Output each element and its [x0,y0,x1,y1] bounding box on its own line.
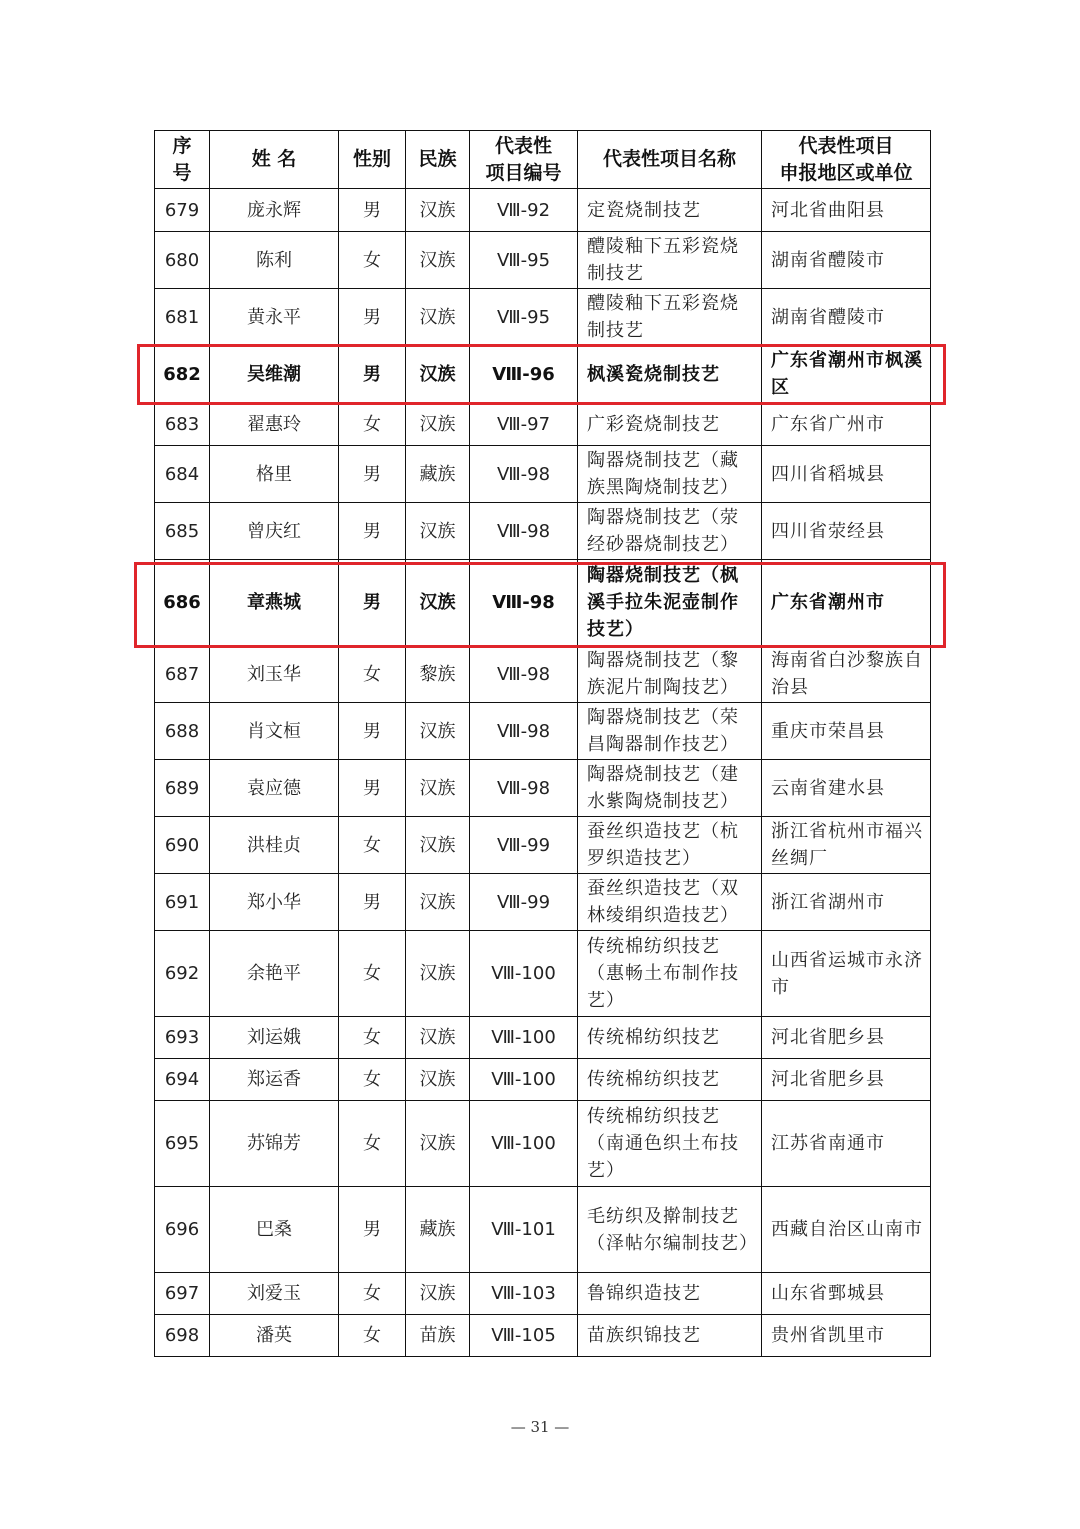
cell-project: 毛纺织及擀制技艺（泽帖尔编制技艺） [578,1187,762,1273]
cell-project: 陶器烧制技艺（藏族黑陶烧制技艺） [578,446,762,503]
cell-name: 庞永辉 [210,189,339,232]
cell-area: 海南省白沙黎族自治县 [762,646,931,703]
cell-gender: 男 [339,189,406,232]
header-name: 姓 名 [210,131,339,189]
cell-ethnicity: 汉族 [406,560,470,646]
cell-ethnicity: 汉族 [406,1273,470,1315]
cell-name: 洪桂贞 [210,817,339,874]
cell-project: 陶器烧制技艺（荣昌陶器制作技艺） [578,703,762,760]
cell-seq: 679 [155,189,210,232]
cell-code: Ⅷ-105 [470,1315,578,1357]
table-row [155,189,931,232]
cell-name: 潘英 [210,1315,339,1357]
cell-ethnicity: 汉族 [406,931,470,1017]
cell-seq: 692 [155,931,210,1017]
cell-seq: 686 [155,560,210,646]
cell-project: 苗族织锦技艺 [578,1315,762,1357]
cell-seq: 697 [155,1273,210,1315]
cell-name: 苏锦芳 [210,1101,339,1187]
table-row [155,232,931,289]
header-gender: 性别 [339,131,406,189]
cell-area: 山西省运城市永济市 [762,931,931,1017]
table-row [155,1017,931,1059]
cell-project: 传统棉纺织技艺 [578,1017,762,1059]
cell-code: Ⅷ-100 [470,1101,578,1187]
cell-project: 蚕丝织造技艺（双林绫绢织造技艺） [578,874,762,931]
cell-seq: 681 [155,289,210,346]
table-row [155,1315,931,1357]
cell-code: Ⅷ-103 [470,1273,578,1315]
cell-code: Ⅷ-99 [470,874,578,931]
cell-code: Ⅷ-100 [470,1017,578,1059]
cell-project: 传统棉纺织技艺（惠畅土布制作技艺） [578,931,762,1017]
cell-project: 广彩瓷烧制技艺 [578,403,762,446]
cell-gender: 男 [339,446,406,503]
cell-area: 山东省鄄城县 [762,1273,931,1315]
cell-seq: 694 [155,1059,210,1101]
cell-project: 陶器烧制技艺（荥经砂器烧制技艺） [578,503,762,560]
cell-gender: 女 [339,403,406,446]
cell-ethnicity: 汉族 [406,289,470,346]
table-row [155,1101,931,1187]
cell-code: Ⅷ-98 [470,446,578,503]
cell-code: Ⅷ-99 [470,817,578,874]
cell-project: 陶器烧制技艺（黎族泥片制陶技艺） [578,646,762,703]
cell-gender: 男 [339,289,406,346]
cell-code: Ⅷ-100 [470,1059,578,1101]
cell-code: Ⅷ-100 [470,931,578,1017]
cell-code: Ⅷ-97 [470,403,578,446]
cell-code: Ⅷ-92 [470,189,578,232]
cell-name: 刘玉华 [210,646,339,703]
cell-gender: 女 [339,232,406,289]
cell-code: Ⅷ-95 [470,232,578,289]
cell-area: 河北省肥乡县 [762,1017,931,1059]
cell-gender: 女 [339,1101,406,1187]
cell-name: 吴维潮 [210,346,339,403]
cell-area: 广东省广州市 [762,403,931,446]
cell-area: 广东省潮州市枫溪区 [762,346,931,403]
cell-seq: 687 [155,646,210,703]
cell-project: 醴陵釉下五彩瓷烧制技艺 [578,232,762,289]
cell-name: 肖文桓 [210,703,339,760]
cell-seq: 693 [155,1017,210,1059]
cell-name: 章燕城 [210,560,339,646]
header-seq: 序 号 [155,131,210,189]
inheritor-table [154,130,931,1357]
cell-project: 定瓷烧制技艺 [578,189,762,232]
table-header-row [155,131,931,189]
cell-gender: 女 [339,1059,406,1101]
table-row [155,646,931,703]
cell-gender: 女 [339,1315,406,1357]
cell-ethnicity: 汉族 [406,1017,470,1059]
cell-ethnicity: 汉族 [406,1059,470,1101]
cell-gender: 男 [339,346,406,403]
cell-gender: 女 [339,931,406,1017]
cell-seq: 688 [155,703,210,760]
cell-ethnicity: 汉族 [406,874,470,931]
cell-ethnicity: 苗族 [406,1315,470,1357]
cell-seq: 695 [155,1101,210,1187]
cell-gender: 女 [339,1273,406,1315]
cell-area: 西藏自治区山南市 [762,1187,931,1273]
page-number: — 31 — [510,1418,570,1436]
cell-seq: 696 [155,1187,210,1273]
cell-seq: 698 [155,1315,210,1357]
header-ethnicity: 民族 [406,131,470,189]
cell-ethnicity: 汉族 [406,1101,470,1187]
cell-area: 江苏省南通市 [762,1101,931,1187]
table-row [155,874,931,931]
cell-ethnicity: 汉族 [406,703,470,760]
cell-seq: 683 [155,403,210,446]
cell-gender: 男 [339,1187,406,1273]
cell-ethnicity: 汉族 [406,189,470,232]
cell-ethnicity: 汉族 [406,817,470,874]
cell-ethnicity: 汉族 [406,760,470,817]
table-row [155,446,931,503]
table-row [155,289,931,346]
cell-area: 浙江省湖州市 [762,874,931,931]
cell-code: Ⅷ-98 [470,560,578,646]
table-row [155,760,931,817]
cell-name: 格里 [210,446,339,503]
cell-seq: 684 [155,446,210,503]
cell-area: 河北省肥乡县 [762,1059,931,1101]
table-row [155,560,931,646]
cell-code: Ⅷ-98 [470,503,578,560]
cell-ethnicity: 藏族 [406,446,470,503]
cell-name: 陈利 [210,232,339,289]
cell-code: Ⅷ-98 [470,646,578,703]
cell-ethnicity: 汉族 [406,346,470,403]
cell-project: 传统棉纺织技艺 [578,1059,762,1101]
cell-code: Ⅷ-98 [470,760,578,817]
table-row [155,1187,931,1273]
cell-project: 鲁锦织造技艺 [578,1273,762,1315]
header-code: 代表性 项目编号 [470,131,578,189]
cell-name: 翟惠玲 [210,403,339,446]
cell-gender: 男 [339,503,406,560]
cell-area: 河北省曲阳县 [762,189,931,232]
cell-gender: 男 [339,703,406,760]
table-body [155,189,931,1357]
cell-name: 郑小华 [210,874,339,931]
cell-project: 蚕丝织造技艺（杭罗织造技艺） [578,817,762,874]
table-row [155,1059,931,1101]
table-row [155,346,931,403]
cell-gender: 女 [339,817,406,874]
cell-name: 刘运娥 [210,1017,339,1059]
cell-area: 湖南省醴陵市 [762,289,931,346]
cell-gender: 男 [339,874,406,931]
cell-area: 重庆市荣昌县 [762,703,931,760]
cell-code: Ⅷ-96 [470,346,578,403]
header-project: 代表性项目名称 [578,131,762,189]
cell-code: Ⅷ-98 [470,703,578,760]
cell-area: 四川省荥经县 [762,503,931,560]
cell-project: 陶器烧制技艺（建水紫陶烧制技艺） [578,760,762,817]
cell-seq: 691 [155,874,210,931]
cell-name: 曾庆红 [210,503,339,560]
cell-ethnicity: 汉族 [406,403,470,446]
cell-code: Ⅷ-95 [470,289,578,346]
cell-project: 醴陵釉下五彩瓷烧制技艺 [578,289,762,346]
table-row [155,403,931,446]
cell-area: 广东省潮州市 [762,560,931,646]
cell-name: 巴桑 [210,1187,339,1273]
cell-seq: 682 [155,346,210,403]
cell-project: 陶器烧制技艺（枫溪手拉朱泥壶制作技艺） [578,560,762,646]
cell-seq: 685 [155,503,210,560]
cell-area: 湖南省醴陵市 [762,232,931,289]
cell-name: 刘爱玉 [210,1273,339,1315]
cell-area: 四川省稻城县 [762,446,931,503]
cell-name: 郑运香 [210,1059,339,1101]
table-row [155,503,931,560]
cell-project: 枫溪瓷烧制技艺 [578,346,762,403]
cell-gender: 女 [339,646,406,703]
table-row [155,1273,931,1315]
table-row [155,703,931,760]
table-row [155,931,931,1017]
cell-ethnicity: 汉族 [406,503,470,560]
cell-ethnicity: 藏族 [406,1187,470,1273]
cell-project: 传统棉纺织技艺（南通色织土布技艺） [578,1101,762,1187]
cell-name: 袁应德 [210,760,339,817]
cell-code: Ⅷ-101 [470,1187,578,1273]
cell-area: 云南省建水县 [762,760,931,817]
cell-area: 浙江省杭州市福兴丝绸厂 [762,817,931,874]
cell-gender: 男 [339,760,406,817]
cell-seq: 680 [155,232,210,289]
table-row [155,817,931,874]
cell-seq: 690 [155,817,210,874]
cell-name: 黄永平 [210,289,339,346]
cell-gender: 男 [339,560,406,646]
cell-gender: 女 [339,1017,406,1059]
cell-seq: 689 [155,760,210,817]
cell-ethnicity: 汉族 [406,232,470,289]
cell-name: 余艳平 [210,931,339,1017]
cell-area: 贵州省凯里市 [762,1315,931,1357]
cell-ethnicity: 黎族 [406,646,470,703]
header-area: 代表性项目 申报地区或单位 [762,131,931,189]
